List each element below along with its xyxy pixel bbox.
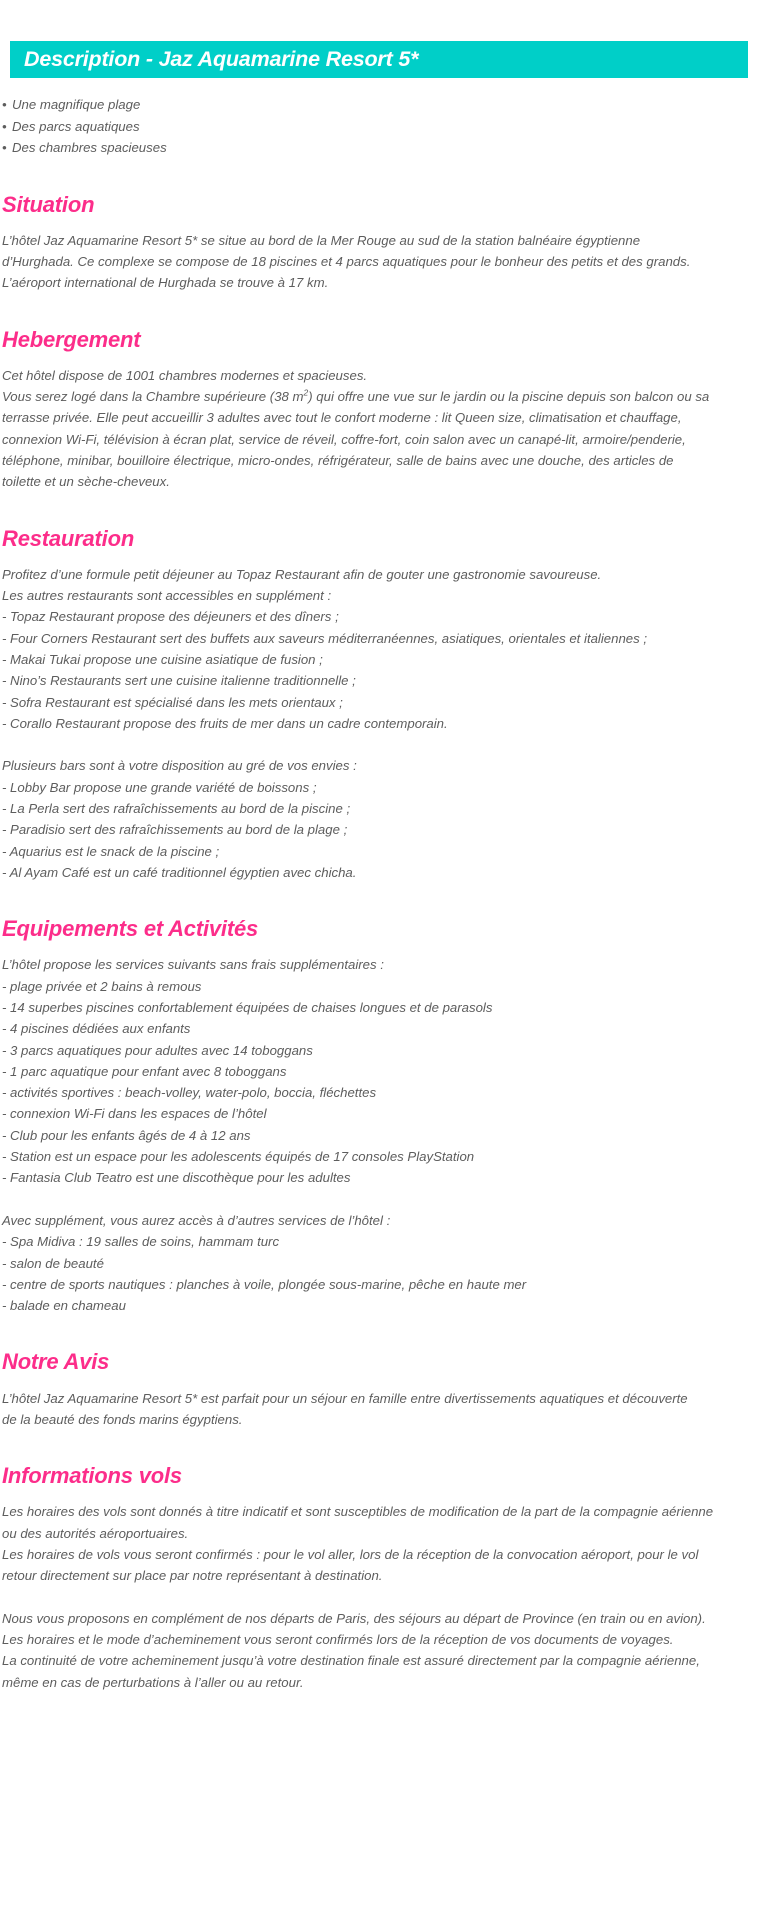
list-item: - La Perla sert des rafraîchissements au bord de la piscine ;	[2, 801, 351, 816]
list-item: - plage privée et 2 bains à remous	[2, 978, 202, 994]
list-item: - Fantasia Club Teatro est une discothèque pour les adultes	[2, 1170, 351, 1186]
paragraph-line: La continuité de votre acheminement jusqu’à votre destination finale est assuré directement par la compagnie aérienne,	[2, 1653, 700, 1669]
paragraph-line: terrasse privée. Elle peut accueillir 3 adultes avec tout le confort moderne : lit Queen size, climatisation et chauffage,	[2, 410, 682, 426]
paragraph-line: L’hôtel Jaz Aquamarine Resort 5* est parfait pour un séjour en famille entre divertissements aquatiques et découverte	[2, 1390, 688, 1406]
list-item: - connexion Wi-Fi dans les espaces de l’hôtel	[2, 1106, 267, 1122]
section-informations-vols	[2, 1464, 748, 1693]
paragraph-line: d’Hurghada. Ce complexe se compose de 18 piscines et 4 parcs aquatiques pour le bonheur des petits et des grands.	[2, 253, 691, 269]
section-heading: Hebergement	[2, 326, 141, 352]
list-item: - Sofra Restaurant est spécialisé dans les mets orientaux ;	[2, 694, 343, 710]
list-item: - Aquarius est le snack de la piscine ;	[2, 843, 220, 859]
list-item: - 3 parcs aquatiques pour adultes avec 14 toboggans	[2, 1042, 313, 1058]
paragraph-line: Les horaires et le mode d’acheminement vous seront confirmés lors de la réception de vos documents de voyages.	[2, 1632, 674, 1648]
page-title: Description - Jaz Aquamarine Resort 5*	[24, 46, 419, 71]
list-item: • Des chambres spacieuses	[2, 137, 748, 159]
section-body	[2, 1388, 748, 1431]
list-item: - salon de beauté	[2, 1255, 104, 1271]
section-body	[2, 365, 748, 493]
section-heading: Notre Avis	[2, 1349, 110, 1375]
list-item: - Topaz Restaurant propose des déjeuners et des dîners ;	[2, 609, 339, 625]
section-hebergement	[2, 328, 748, 493]
list-item: - centre de sports nautiques : planches à voile, plongée sous-marine, pêche en haute mer	[2, 1276, 527, 1292]
page-title-banner	[10, 41, 748, 78]
paragraph-line: L’hôtel Jaz Aquamarine Resort 5* se situe au bord de la Mer Rouge au sud de la station balnéaire égyptienne	[2, 232, 641, 248]
list-item: • Des parcs aquatiques	[2, 116, 748, 138]
list-item: - 14 superbes piscines confortablement équipées de chaises longues et de parasols	[2, 999, 493, 1015]
list-item: - Paradisio sert des rafraîchissements au bord de la plage ;	[2, 822, 348, 838]
paragraph-line: Cet hôtel dispose de 1001 chambres modernes et spacieuses.	[2, 367, 368, 383]
list-item: • Une magnifique plage	[2, 94, 748, 116]
paragraph-line: toilette et un sèche-cheveux.	[2, 474, 170, 490]
section-heading: Informations vols	[2, 1463, 182, 1489]
paragraph-line: téléphone, minibar, bouilloire électrique, micro-ondes, réfrigérateur, salle de bains avec une douche, des articles de	[2, 452, 674, 468]
section-body	[2, 564, 748, 883]
section-restauration	[2, 527, 748, 884]
paragraph-line: Profitez d’une formule petit déjeuner au Topaz Restaurant afin de gouter une gastronomie savoureuse.	[2, 566, 602, 582]
list-item: - activités sportives : beach-volley, water-polo, boccia, fléchettes	[2, 1085, 377, 1101]
section-heading: Restauration	[2, 525, 135, 551]
list-item: - Station est un espace pour les adolescents équipés de 17 consoles PlayStation	[2, 1149, 475, 1165]
paragraph-line: même en cas de perturbations à l’aller ou au retour.	[2, 1674, 304, 1690]
paragraph-line: L’aéroport international de Hurghada se trouve à 17 km.	[2, 275, 329, 291]
section-heading: Situation	[2, 191, 95, 217]
paragraph-line: Les horaires de vols vous seront confirmés : pour le vol aller, lors de la réception de la convocation aéroport, pour le vol	[2, 1546, 699, 1562]
paragraph-spacer	[2, 1189, 748, 1210]
paragraph-line: L’hôtel propose les services suivants sans frais supplémentaires :	[2, 957, 384, 973]
paragraph-line: Les autres restaurants sont accessibles en supplément :	[2, 588, 332, 604]
paragraph-line: de la beauté des fonds marins égyptiens.	[2, 1411, 243, 1427]
paragraph-line: ou des autorités aéroportuaires.	[2, 1525, 189, 1541]
list-item: - balade en chameau	[2, 1298, 126, 1314]
paragraph-line: Avec supplément, vous aurez accès à d’autres services de l’hôtel :	[2, 1212, 391, 1228]
highlights-list	[2, 94, 748, 159]
list-item: - Makai Tukai propose une cuisine asiatique de fusion ;	[2, 651, 323, 667]
list-item: - Nino’s Restaurants sert une cuisine italienne traditionnelle ;	[2, 673, 356, 689]
list-item: - Corallo Restaurant propose des fruits de mer dans un cadre contemporain.	[2, 715, 448, 731]
list-item: - 1 parc aquatique pour enfant avec 8 toboggans	[2, 1063, 287, 1079]
list-item: - Club pour les enfants âgés de 4 à 12 ans	[2, 1127, 251, 1143]
section-equipements-activites	[2, 917, 748, 1316]
list-item: - Four Corners Restaurant sert des buffets aux saveurs méditerranéennes, asiatiques, orientales et italiennes ;	[2, 630, 648, 646]
list-item: - 4 piscines dédiées aux enfants	[2, 1021, 191, 1037]
paragraph-line: Plusieurs bars sont à votre disposition au gré de vos envies :	[2, 758, 357, 774]
paragraph-line: connexion Wi-Fi, télévision à écran plat, service de réveil, coffre-fort, coin salon avec un canapé-lit, armoire/penderie,	[2, 431, 686, 447]
list-item: - Al Ayam Café est un café traditionnel égyptien avec chicha.	[2, 864, 357, 880]
paragraph-line: retour directement sur place par notre représentant à destination.	[2, 1568, 383, 1584]
section-notre-avis	[2, 1350, 748, 1430]
section-situation	[2, 193, 748, 294]
paragraph-line: Vous serez logé dans la Chambre supérieure (38 $m^2$) qui offre une vue sur le jardin ou la piscine depuis son balcon ou sa	[2, 387, 710, 405]
list-item: - Lobby Bar propose une grande variété de boissons ;	[2, 779, 317, 795]
section-body	[2, 230, 748, 294]
section-body	[2, 954, 748, 1316]
paragraph-spacer	[2, 1587, 748, 1608]
section-body	[2, 1501, 748, 1693]
paragraph-line: Nous vous proposons en complément de nos départs de Paris, des séjours au départ de Province (en train ou en avion).	[2, 1610, 706, 1626]
description-page	[0, 41, 758, 1912]
section-heading: Equipements et Activités	[2, 916, 259, 942]
page-content	[0, 94, 758, 1693]
list-item: - Spa Midiva : 19 salles de soins, hammam turc	[2, 1234, 280, 1250]
paragraph-spacer	[2, 734, 748, 755]
paragraph-line: Les horaires des vols sont donnés à titre indicatif et sont susceptibles de modification de la part de la compagnie aérienne	[2, 1504, 714, 1520]
